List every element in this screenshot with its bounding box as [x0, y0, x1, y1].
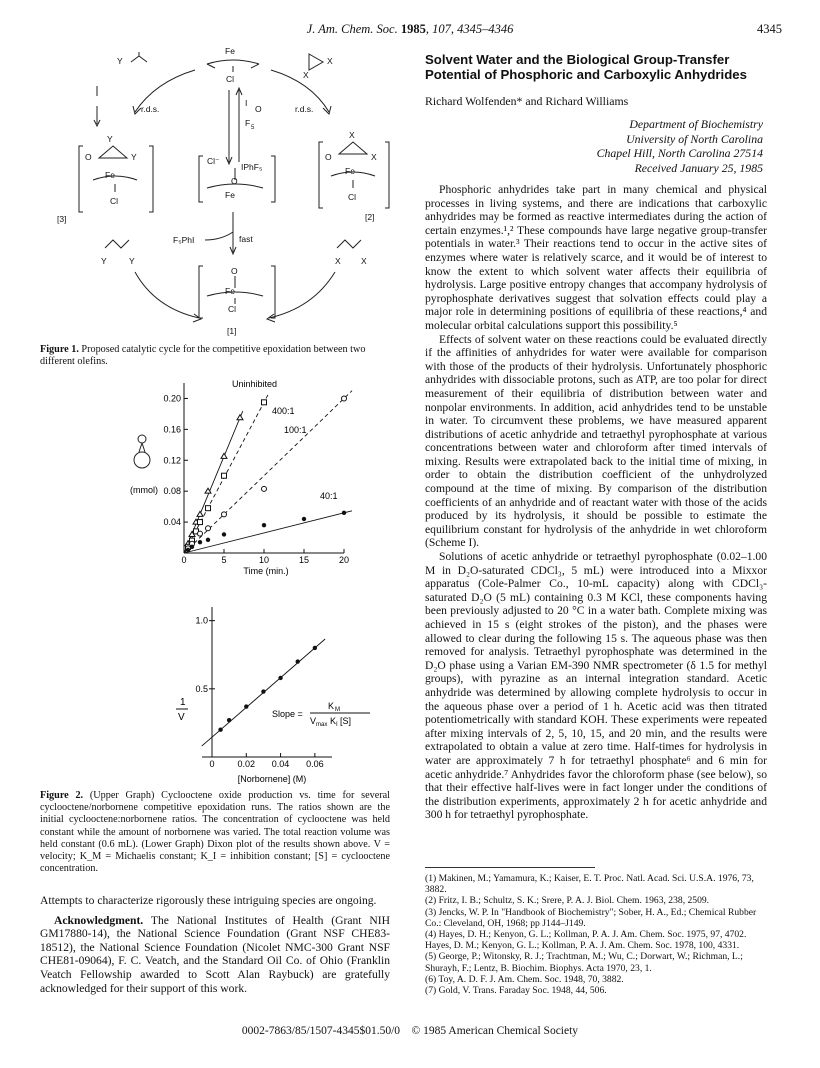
x-tick-label: 0	[181, 555, 187, 565]
scheme-cl-top: Cl	[226, 74, 235, 84]
scheme-rds-left: r.d.s.	[141, 104, 160, 114]
x-tick-label: 0	[209, 759, 215, 769]
data-point	[198, 531, 203, 536]
reference-item: (1) Makinen, M.; Yamamura, K.; Kaiser, E. T. Proc. Natl. Acad. Sci. U.S.A. 1976, 73, 3882.	[425, 873, 754, 896]
lower-chart-ylabel-den: V	[178, 712, 185, 723]
upper-chart-ylabel: (mmol)	[130, 485, 158, 495]
data-point	[342, 511, 346, 515]
scheme-cl-minus: Cl⁻	[207, 156, 220, 166]
data-point	[262, 486, 267, 491]
data-point	[342, 396, 347, 401]
article-affiliation	[425, 117, 763, 175]
scheme-fe-mid: Fe	[225, 190, 235, 200]
scheme-y-bottom2: Y	[129, 256, 135, 266]
footer-code: 0002-7863/85/1507-4345$01.50/0	[241, 1025, 401, 1037]
scheme-label-1: [1]	[227, 326, 237, 336]
scheme-cl-bottom: Cl	[228, 304, 237, 314]
data-point	[227, 718, 231, 722]
data-point	[278, 676, 282, 680]
data-point	[218, 728, 222, 732]
data-point	[244, 704, 248, 708]
scheme-fe-top: Fe	[225, 46, 235, 56]
running-header: J. Am. Chem. Soc. 1985, 107, 4345–4346	[306, 22, 514, 36]
affiliation-university: University of North Carolina	[626, 131, 763, 146]
scheme-o-center: O	[255, 104, 262, 114]
article-paragraph-2: Effects of solvent water on these reactions could be evaluated directly if the affinities of anhydrides for water were available for comparison with those of the products of their hydrolysis. Unfortunately phosphoric anhydrides with dissociable protons, such as ATP, are too polar for direct measurement of their equilibria of distribution between water and nonpolar environments. In addition, acid anhydrides tend to be unstable in water. To circumvent these problems, we have measured apparent distributions of acetic anhydride and tetraethyl pyrophosphate at various concentrations between water and chloroform after timed intervals of mixing. Results were extrapolated back to the initial time of mixing, in order to obtain the distribution coefficient of the unhydrolyzed compound at the time of mixing. By comparison of the distribution coefficients of an anhydride and of reactant water with those of the acids produced by its hydrolysis, it should be possible to estimate the equilibrium constant for hydrolysis of the anhydride in wet chloroform (Scheme I).	[425, 332, 767, 550]
reference-item: (6) Toy, A. D. F. J. Am. Chem. Soc. 1948, 70, 3882.	[425, 973, 624, 985]
journal-pages: 4345–4346	[457, 22, 514, 36]
series-line	[184, 411, 243, 553]
lower-chart-xlabel: [Norbornene] (M)	[237, 774, 307, 784]
received-date: Received January 25, 1985	[634, 160, 763, 175]
references-list	[425, 873, 767, 996]
reference-item: (4) Hayes, D. H.; Kenyon, G. L.; Kollman, P. A. J. Am. Chem. Soc. 1975, 97, 4702. Hayes, D. M.; Kenyon, G. L.; Kollman, P. A. J. Am. Chem. Soc. 1978, 100, 4331.	[425, 929, 747, 952]
lower-chart	[160, 585, 400, 785]
left-paragraph-1: Attempts to characterize rigorously these intriguing species are ongoing.	[40, 894, 377, 907]
slope-num: K	[328, 701, 335, 711]
x-tick-label: 0.04	[271, 759, 290, 769]
scheme-rds-right: r.d.s.	[295, 104, 314, 114]
slope-label: Slope =	[272, 709, 303, 719]
slope-den-sub: max	[316, 722, 328, 728]
scheme-fe-left: Fe	[105, 170, 115, 180]
upper-chart-xlabel: Time (min.)	[243, 566, 289, 576]
data-point	[222, 532, 226, 536]
scheme-f5phi: F₅PhI	[173, 235, 195, 245]
slope-den-tail: [S]	[340, 716, 352, 726]
data-point	[221, 453, 227, 458]
article-title	[425, 52, 765, 82]
y-tick-label: 0.08	[163, 486, 181, 497]
references-rule	[425, 867, 595, 868]
scheme-x-bottom: X	[335, 256, 341, 266]
acknowledgment-label: Acknowledgment.	[54, 913, 144, 927]
scheme-o-bottom: O	[231, 266, 238, 276]
data-point	[206, 506, 211, 511]
scheme-x-right2: X	[371, 152, 377, 162]
scheme-y-top: Y	[117, 56, 123, 66]
slope-den: V	[310, 716, 317, 726]
x-tick-label: 10	[258, 555, 270, 565]
data-point	[206, 538, 210, 542]
data-point	[237, 415, 243, 420]
data-point	[186, 548, 190, 552]
scheme-f5: F	[245, 118, 251, 128]
journal-name: J. Am. Chem. Soc.	[306, 22, 398, 36]
page-number: 4345	[757, 22, 782, 36]
x-tick-label: 5	[221, 555, 227, 565]
scheme-o-mid: O	[231, 176, 238, 186]
data-point	[261, 689, 265, 693]
data-point	[222, 512, 227, 517]
scheme-f5-sub: 5	[251, 125, 255, 131]
data-point	[313, 646, 317, 650]
series-label: 100:1	[284, 425, 307, 436]
data-point	[198, 540, 202, 544]
y-tick-label: 0.12	[163, 455, 181, 466]
scheme-label-2: [2]	[365, 212, 375, 222]
scheme-x-top: X	[327, 56, 333, 66]
figure1-caption	[40, 344, 390, 368]
data-point	[206, 526, 211, 531]
footer-copyright: © 1985 American Chemical Society	[411, 1025, 579, 1037]
data-point	[262, 523, 266, 527]
scheme-fast: fast	[239, 234, 253, 244]
figure2-caption	[40, 790, 390, 875]
reference-item: (7) Gold, V. Trans. Faraday Soc. 1948, 44, 506.	[425, 985, 607, 997]
scheme-cl-right: Cl	[348, 192, 357, 202]
figure1-text: Proposed catalytic cycle for the competitive epoxidation between two different olefins.	[40, 344, 366, 368]
article-authors: Richard Wolfenden* and Richard Williams	[425, 94, 629, 108]
scheme-fe-bottom: Fe	[225, 286, 235, 296]
acknowledgment-text: The National Institutes of Health (Grant NIH GM17880-14), the National Science Foundation (Grant NSF CHE83-18512), the National Science Foundation (Nicolet NMC-300 Grant NSF CHE81-09064), F. C. Veatch, and the Standard Oil Co. of Ohio (Franklin Veatch Fellowship awarded to Scott Alan Raybuck) are gratefully acknowledged for their support of this work.	[40, 913, 390, 995]
left-column-body	[40, 894, 390, 995]
x-tick-label: 15	[298, 555, 310, 565]
scheme-y-bottom: Y	[101, 256, 107, 266]
upper-chart	[118, 378, 408, 578]
scheme-label-3: [3]	[57, 214, 67, 224]
y-tick-label: 0.20	[163, 393, 181, 404]
data-point	[198, 520, 203, 525]
reference-item: (2) Fritz, I. B.; Schultz, S. K.; Srere, P. A. J. Biol. Chem. 1963, 238, 2509.	[425, 895, 710, 907]
lower-chart-axes	[195, 607, 335, 769]
series-label: 400:1	[272, 405, 295, 416]
x-tick-label: 0.02	[237, 759, 256, 769]
series-line	[184, 511, 352, 553]
reference-item: (5) George, P.; Witonsky, R. J.; Trachtman, M.; Wu, C.; Dorwart, W.; Richman, L.; Shurayh, F.; Lentz, B. Biochim. Biophys. Acta 1970, 23, 1.	[425, 951, 743, 974]
slope-den-sub2: I	[336, 722, 338, 728]
data-point	[302, 517, 306, 521]
scheme-i-center: I	[245, 98, 248, 108]
scheme-o-right: O	[325, 152, 332, 162]
scheme-x-right: X	[349, 130, 355, 140]
scheme-fe-right: Fe	[345, 166, 355, 176]
figure1-label: Figure 1.	[40, 344, 79, 355]
journal-volume: 107	[432, 22, 451, 36]
data-point	[262, 400, 267, 405]
catalytic-cycle-scheme	[55, 42, 395, 340]
journal-year: 1985	[400, 22, 426, 36]
figure2-label: Figure 2.	[40, 790, 84, 801]
data-point	[197, 511, 203, 516]
reference-item: (3) Jencks, W. P. In "Handbook of Biochemistry"; Sober, H. A., Ed.; Chemical Rubber Co.: Cleveland, OH, 1968; pp J144–J149.	[425, 906, 757, 929]
data-point	[296, 659, 300, 663]
scheme-o-left: O	[85, 152, 92, 162]
article-body	[425, 183, 767, 822]
scheme-cl-left: Cl	[110, 196, 119, 206]
slope-den-rest: K	[330, 716, 337, 726]
lower-chart-ylabel-num: 1	[180, 697, 186, 708]
y-tick-label: 0.5	[195, 683, 208, 694]
scheme-y-left2: Y	[131, 152, 137, 162]
lower-chart-marks	[202, 639, 328, 746]
scheme-iphf5: IPhF₅	[241, 162, 263, 172]
article-paragraph-1: Phosphoric anhydrides take part in many chemical and physical processes in living systems, and there are indications that carboxylic anhydrides may be formed as reactive intermediates during the action of certain enzymes.¹,² These compounds have large negative group-transfer potentials in water.³ Their reactions tend to occur in the active sites of enzymes where water is relatively scarce, and it would be of interest to know the extent to which solvent water affects their equilibria of hydrolysis. Large positive entropy changes that accompany hydrolysis of pyrophosphate derivatives suggest that solvation effects could play a major role in determining positions of equilibria of these reactions,⁴ and molecular orbital calculations support this possibility.⁵	[425, 183, 767, 332]
article-title-line1: Solvent Water and the Biological Group-Transfer	[425, 52, 730, 67]
x-tick-label: 0.06	[306, 759, 324, 769]
x-tick-label: 20	[338, 555, 350, 565]
series-label: 40:1	[320, 490, 338, 501]
upper-chart-marks	[184, 379, 352, 553]
y-tick-label: 1.0	[195, 615, 208, 626]
article-paragraph-3: Solutions of acetic anhydride or tetraethyl pyrophosphate (0.02–1.00 M in D₂O-saturated CDCl₃, 5 mL) were introduced into a Mixxor apparatus (Cole-Palmer Co., 10-mL capacity) along with CDCl₃-saturated D₂O (5 mL) containing 0.3 M KCl, these components having been previously adjusted to 20 °C in a water bath. Complete mixing was achieved in 15 s (eight strokes of the piston), and the phases were allowed to clear during the following 15 s. The aqueous phase was then removed for analysis. Tetraethyl pyrophosphate was determined in the D₂O phase using a Varian EM-390 NMR spectrometer (δ 1.5 for methyl groups), with pyrazine as an internal integration standard. Acetic anhydride was determined by allowing complete hydrolysis to occur in the aqueous phase over a period of 1 h. Acetic acid was then titrated potentiometrically with standard KOH. These experiments were repeated after mixing intervals of 2, 5, 10, 15, and 20 min, and the results were extrapolated to obtain a value at zero time. Half-times for hydrolysis in water are approximately 7 h for tetraethyl phosphate⁶ and 6 min for acetic anhydride.⁷ Anhydrides favor the chloroform phase (see below), so that their effective half-lives were in fact longer under the conditions of the distribution experiments, approximately 2 h for acetic anhydride and 300 h for tetraethyl pyrophosphate.	[425, 550, 767, 822]
slope-num-sub: M	[335, 707, 340, 713]
data-point	[190, 545, 194, 549]
y-tick-label: 0.16	[163, 424, 181, 435]
scheme-y-left: Y	[107, 134, 113, 144]
article-title-line2: Potential of Phosphoric and Carboxylic Anhydrides	[425, 67, 747, 82]
series-label: Uninhibited	[232, 378, 278, 389]
affiliation-address: Chapel Hill, North Carolina 27514	[596, 146, 763, 160]
epoxide-structure-icon	[130, 430, 154, 470]
affiliation-department: Department of Biochemistry	[629, 117, 763, 131]
data-point	[222, 473, 227, 478]
figure2-text: (Upper Graph) Cyclooctene oxide production vs. time for several cyclooctene/norbornene competitive epoxidation runs. The ratios shown are the initial cyclooctene:norbornene ratios. The concentration of cyclooctene was held constant while the amount of norbornene was varied. The total reaction volume was held constant (0.6 mL). (Lower Graph) Dixon plot of the results shown above. V = velocity; K_M = Michaelis constant; K_I = inhibition constant; [S] = cyclooctene concentration.	[40, 790, 390, 875]
page-footer	[0, 1025, 820, 1037]
scheme-x-bottom2: X	[361, 256, 367, 266]
scheme-x-top2: X	[303, 70, 309, 80]
y-tick-label: 0.04	[163, 517, 181, 528]
